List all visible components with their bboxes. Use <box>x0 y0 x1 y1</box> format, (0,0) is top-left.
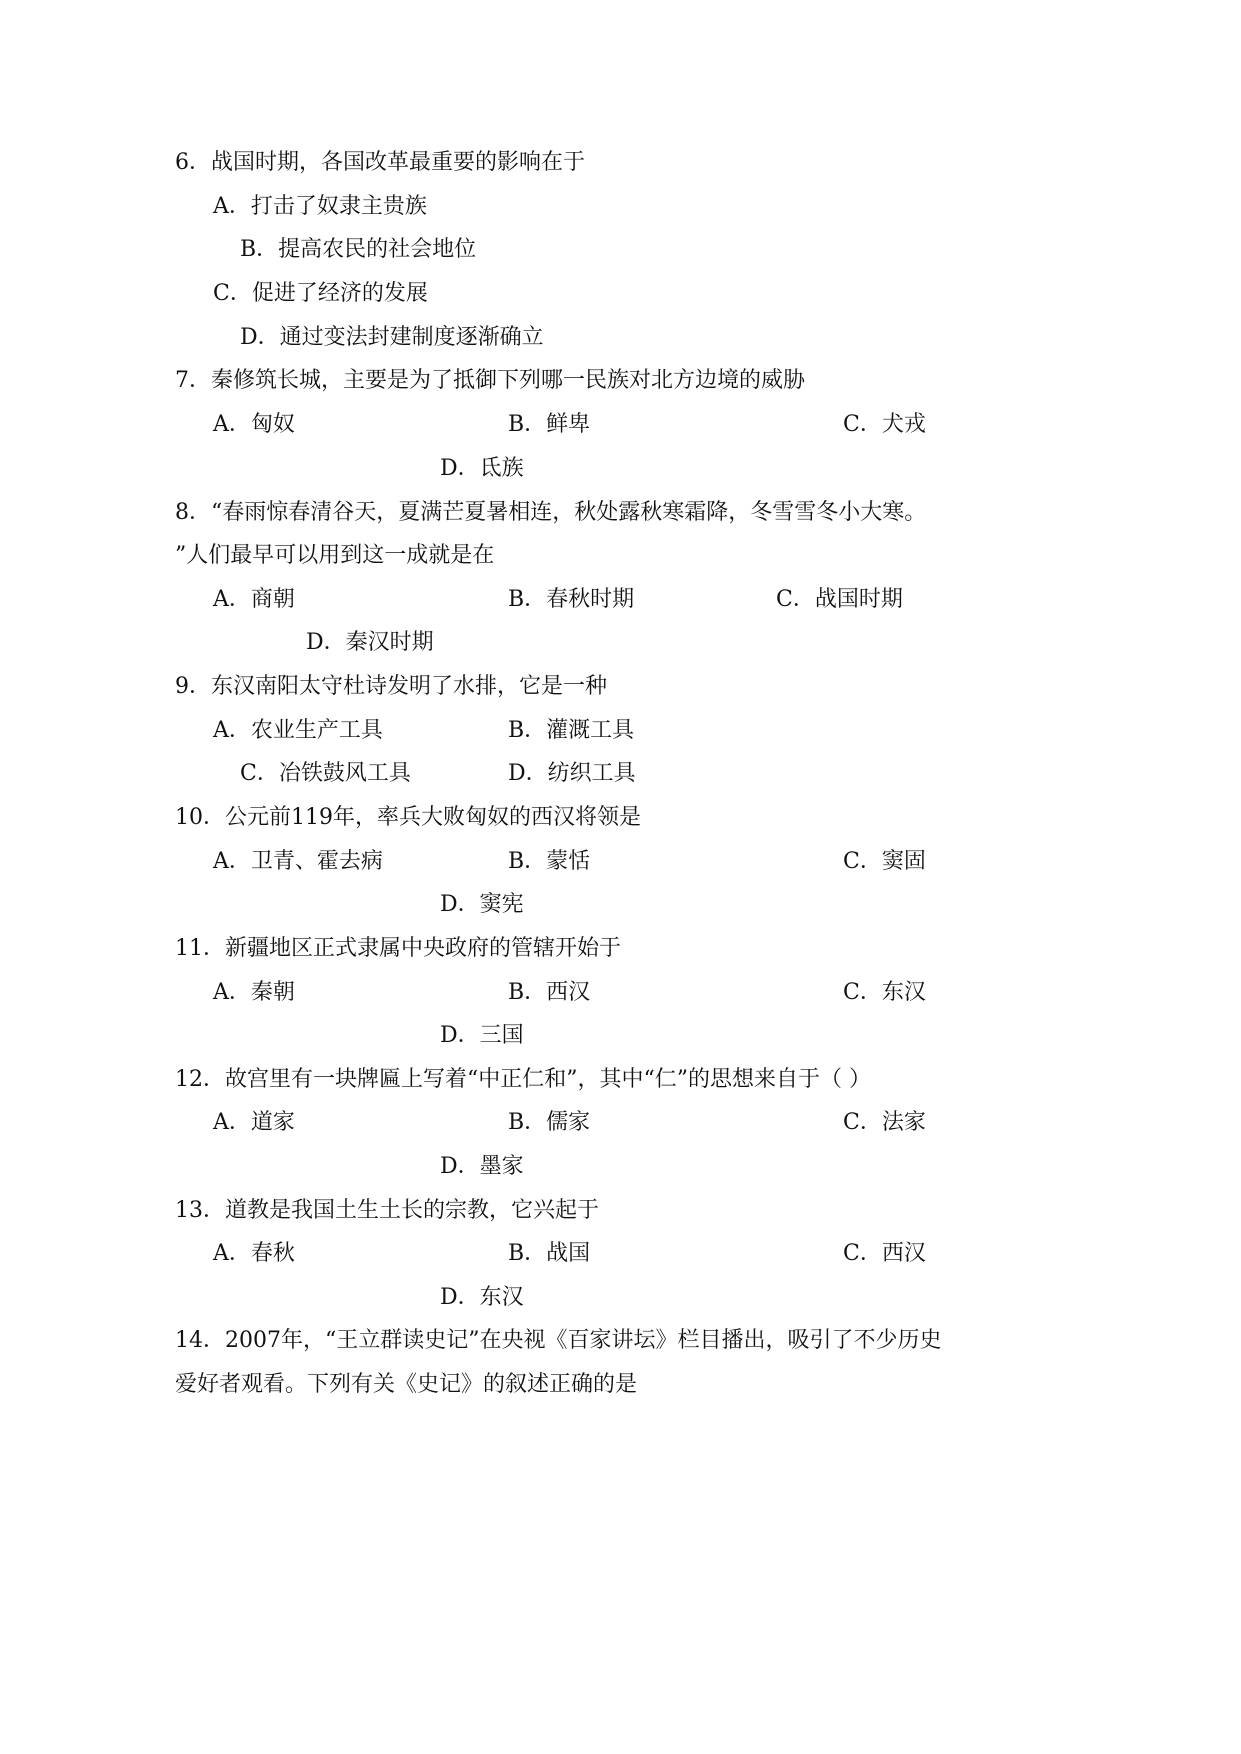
question-12-option-a: A．道家 <box>213 1110 295 1135</box>
question-11-option-d: D．三国 <box>440 1023 524 1048</box>
question-12-option-b: B．儒家 <box>508 1110 591 1135</box>
question-10-option-b: B．蒙恬 <box>508 849 591 874</box>
question-9-stem: 9．东汉南阳太守杜诗发明了水排，它是一种 <box>175 674 607 699</box>
question-8-option-c: C．战国时期 <box>776 587 903 612</box>
question-11-option-b: B．西汉 <box>508 980 591 1005</box>
question-8-option-d: D．秦汉时期 <box>306 630 434 655</box>
question-11-stem: 11．新疆地区正式隶属中央政府的管辖开始于 <box>175 936 621 961</box>
question-12-stem: 12．故宫里有一块牌匾上写着“中正仁和”，其中“仁”的思想来自于（ ） <box>175 1067 871 1092</box>
question-9-option-a: A．农业生产工具 <box>213 718 383 743</box>
question-9-option-d: D．纺织工具 <box>508 761 636 786</box>
question-12-option-d: D．墨家 <box>440 1154 524 1179</box>
question-6-stem: 6．战国时期，各国改革最重要的影响在于 <box>175 150 585 175</box>
question-10-option-c: C．窦固 <box>843 849 926 874</box>
question-8-stem-line-1: 8．“春雨惊春清谷天，夏满芒夏暑相连，秋处露秋寒霜降，冬雪雪冬小大寒。 <box>175 500 927 525</box>
question-13-stem: 13．道教是我国土生土长的宗教，它兴起于 <box>175 1198 599 1223</box>
question-12-option-c: C．法家 <box>843 1110 926 1135</box>
question-11-option-c: C．东汉 <box>843 980 926 1005</box>
question-7-option-a: A．匈奴 <box>213 412 295 437</box>
question-13-option-c: C．西汉 <box>843 1241 926 1266</box>
question-7-option-c: C．犬戎 <box>843 412 926 437</box>
question-7-option-b: B．鲜卑 <box>508 412 591 437</box>
question-6-option-a: A．打击了奴隶主贵族 <box>213 194 427 219</box>
question-10-stem: 10．公元前119年，率兵大败匈奴的西汉将领是 <box>175 805 641 830</box>
question-9-option-b: B．灌溉工具 <box>508 718 635 743</box>
question-14-stem-line-1: 14．2007年，“王立群读史记”在央视《百家讲坛》栏目播出，吸引了不少历史 <box>175 1328 942 1353</box>
question-7-option-d: D．氐族 <box>440 456 524 481</box>
question-8-option-b: B．春秋时期 <box>508 587 635 612</box>
question-8-stem-line-2: ”人们最早可以用到这一成就是在 <box>175 543 495 568</box>
question-11-option-a: A．秦朝 <box>213 980 295 1005</box>
question-6-option-d: D．通过变法封建制度逐渐确立 <box>240 325 544 350</box>
question-7-stem: 7．秦修筑长城，主要是为了抵御下列哪一民族对北方边境的威胁 <box>175 368 805 393</box>
question-9-option-c: C．冶铁鼓风工具 <box>240 761 411 786</box>
question-6-option-c: C．促进了经济的发展 <box>213 281 428 306</box>
question-13-option-b: B．战国 <box>508 1241 591 1266</box>
question-14-stem-line-2: 爱好者观看。下列有关《史记》的叙述正确的是 <box>175 1372 638 1397</box>
question-13-option-a: A．春秋 <box>213 1241 295 1266</box>
question-8-option-a: A．商朝 <box>213 587 295 612</box>
question-10-option-a: A．卫青、霍去病 <box>213 849 383 874</box>
question-13-option-d: D．东汉 <box>440 1285 524 1310</box>
question-6-option-b: B．提高农民的社会地位 <box>240 237 477 262</box>
question-10-option-d: D．窦宪 <box>440 892 524 917</box>
